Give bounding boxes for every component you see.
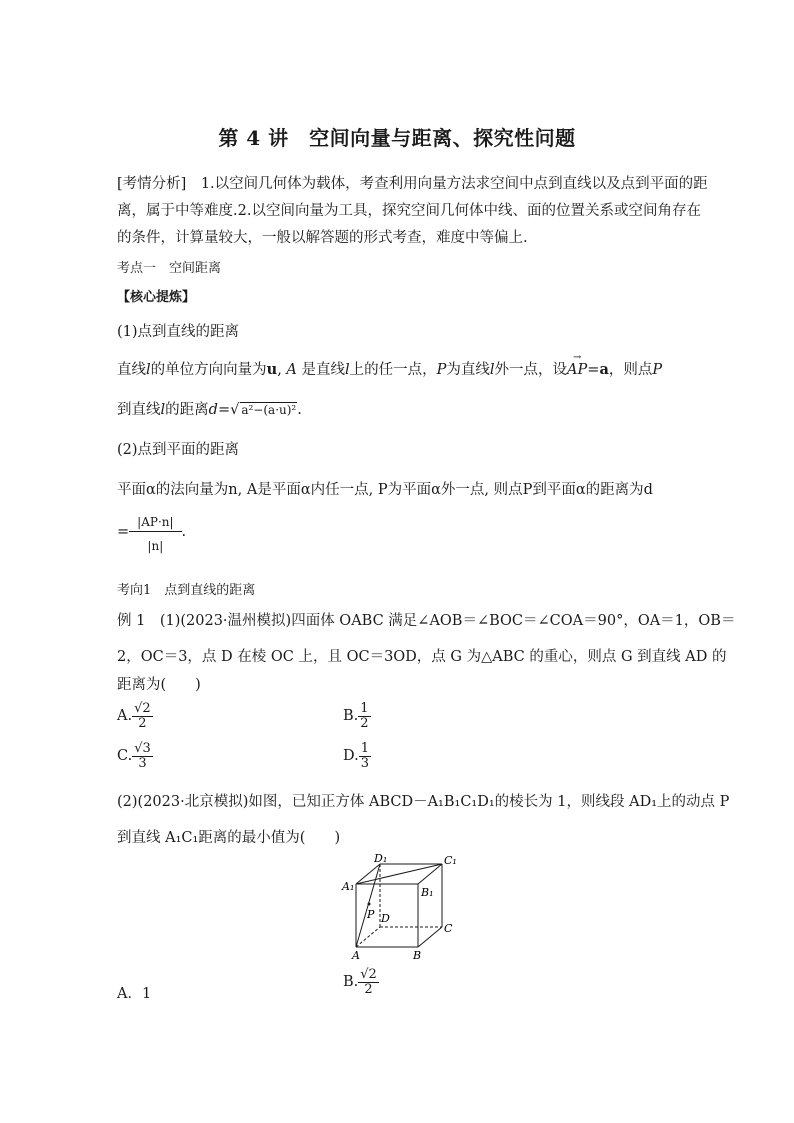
var-l: l — [345, 362, 350, 378]
subheading-point-plane: (2)点到平面的距离 — [117, 442, 240, 458]
var-l: l — [160, 402, 166, 418]
label-b: B — [413, 949, 422, 962]
label-c1: C₁ — [444, 854, 457, 867]
option-label: A. — [117, 708, 133, 725]
page-title: 第 4 讲 空间向量与距离、探究性问题 — [218, 126, 576, 150]
var-l: l — [489, 362, 495, 378]
text-fragment: 直线 — [117, 362, 146, 378]
label-b1: B₁ — [421, 886, 434, 899]
diagonal-ad1 — [356, 864, 380, 947]
text-fragment: = — [587, 362, 600, 378]
text-fragment: . — [297, 402, 302, 418]
fraction-denominator: 2 — [360, 715, 369, 731]
sqrt-symbol: √ — [230, 402, 240, 418]
text-fragment: 到直线 — [117, 402, 161, 418]
text-fragment: 为直线 — [446, 362, 490, 378]
example1-option-d — [343, 742, 371, 770]
equals-sign: = — [217, 402, 231, 418]
text-fragment: 的单位方向向量为 — [150, 362, 267, 378]
fraction-denominator: 2 — [138, 715, 147, 731]
distance-fraction — [129, 512, 181, 552]
example2-line-1: (2)(2023·北京模拟)如图，已知正方体 ABCD－A₁B₁C₁D₁的棱长为 1，则线段 AD₁上的动点 P — [117, 794, 730, 810]
text-fragment: 的距离 — [165, 402, 209, 418]
text-fragment: 上的任一点， — [349, 362, 437, 378]
section-heading-1: 考点一 空间距离 — [117, 261, 222, 276]
option-label: B. — [343, 708, 359, 725]
example1-line-1: 例 1 (1)(2023·温州模拟)四面体 OABC 满足∠AOB＝∠BOC＝∠COA＝90°，OA＝1，OB＝ — [117, 613, 736, 629]
example1-line-3: 距离为( ) — [117, 677, 201, 693]
label-p: P — [367, 908, 375, 921]
example1-option-c — [117, 742, 153, 770]
diagonal-a1c1 — [356, 864, 442, 884]
fraction-numerator: √2 — [360, 967, 377, 982]
fraction-numerator: 1 — [360, 701, 369, 716]
var-P: P — [652, 362, 663, 378]
vector-a: a — [599, 361, 609, 378]
example1-option-a — [117, 702, 153, 730]
option-label: B. — [343, 974, 359, 991]
subheading-point-line: (1)点到直线的距离 — [117, 324, 240, 340]
fraction-numerator: |AP·n| — [129, 512, 181, 532]
example2-option-a: A．1 — [117, 986, 152, 1002]
vector-AP: → AP — [567, 362, 587, 378]
option-fraction — [358, 968, 379, 996]
text-fragment: ，则点 — [608, 362, 653, 378]
hidden-edge-ad — [356, 927, 380, 947]
analysis-line-1: [考情分析] 1.以空间几何体为载体，考查利用向量方法求空间中点到直线以及点到平面的距 — [117, 176, 708, 192]
fraction-numerator: √3 — [134, 741, 151, 756]
var-P: P — [436, 362, 447, 378]
cube-diagram — [340, 852, 460, 967]
option-fraction — [132, 702, 153, 730]
edge-bc — [418, 927, 442, 947]
option-fraction — [132, 742, 153, 770]
analysis-line-3: 的条件，计算量较大，一般以解答题的形式考查，难度中等偏上. — [117, 230, 528, 246]
label-c: C — [444, 922, 453, 935]
point-line-definition — [117, 358, 662, 379]
vector-u: u — [266, 361, 278, 378]
label-a: A — [352, 949, 360, 962]
option-label: C. — [117, 748, 133, 765]
analysis-line-2: 离，属于中等难度.2.以空间向量为工具，探究空间几何体中线、面的位置关系或空间角存在 — [117, 203, 701, 219]
example2-option-b — [343, 968, 379, 996]
cube-figure — [340, 852, 460, 967]
point-p-marker — [368, 903, 371, 906]
point-line-formula — [117, 398, 302, 419]
text-fragment: , — [277, 362, 287, 378]
equals-sign: = — [117, 524, 130, 541]
text-fragment: 外一点，设 — [494, 362, 568, 378]
option-fraction — [358, 702, 370, 730]
fraction-numerator: √2 — [134, 701, 151, 716]
fraction-denominator: 3 — [360, 755, 369, 771]
fraction-denominator: 3 — [138, 755, 147, 771]
label-d: D — [381, 912, 390, 925]
var-d: d — [208, 402, 218, 418]
label-a1: A₁ — [342, 880, 355, 893]
point-plane-definition: 平面α的法向量为n, A是平面α内任一点, P为平面α外一点, 则点P到平面α的距离为d — [117, 482, 653, 498]
sqrt-radicand: a²−(a·u)² — [241, 403, 297, 417]
option-label: D. — [343, 748, 359, 765]
text-fragment: . — [181, 524, 187, 541]
example2-line-2: 到直线 A₁C₁距离的最小值为( ) — [117, 830, 341, 846]
fraction-denominator: |n| — [147, 538, 164, 553]
fraction-numerator: 1 — [360, 741, 369, 756]
example1-line-2: 2，OC＝3，点 D 在棱 OC 上，且 OC＝3OD，点 G 为△ABC 的重心，则点 G 到直线 AD 的 — [117, 649, 727, 665]
label-d1: D₁ — [374, 852, 388, 865]
fraction-denominator: 2 — [364, 981, 373, 997]
point-plane-formula — [117, 512, 186, 552]
example1-option-b — [343, 702, 371, 730]
core-heading: 【核心提炼】 — [117, 290, 196, 305]
var-A: A — [286, 362, 297, 378]
var-l: l — [146, 362, 151, 378]
direction-heading-1: 考向1 点到直线的距离 — [117, 583, 256, 598]
option-fraction — [359, 742, 371, 770]
text-fragment: 是直线 — [296, 362, 345, 378]
